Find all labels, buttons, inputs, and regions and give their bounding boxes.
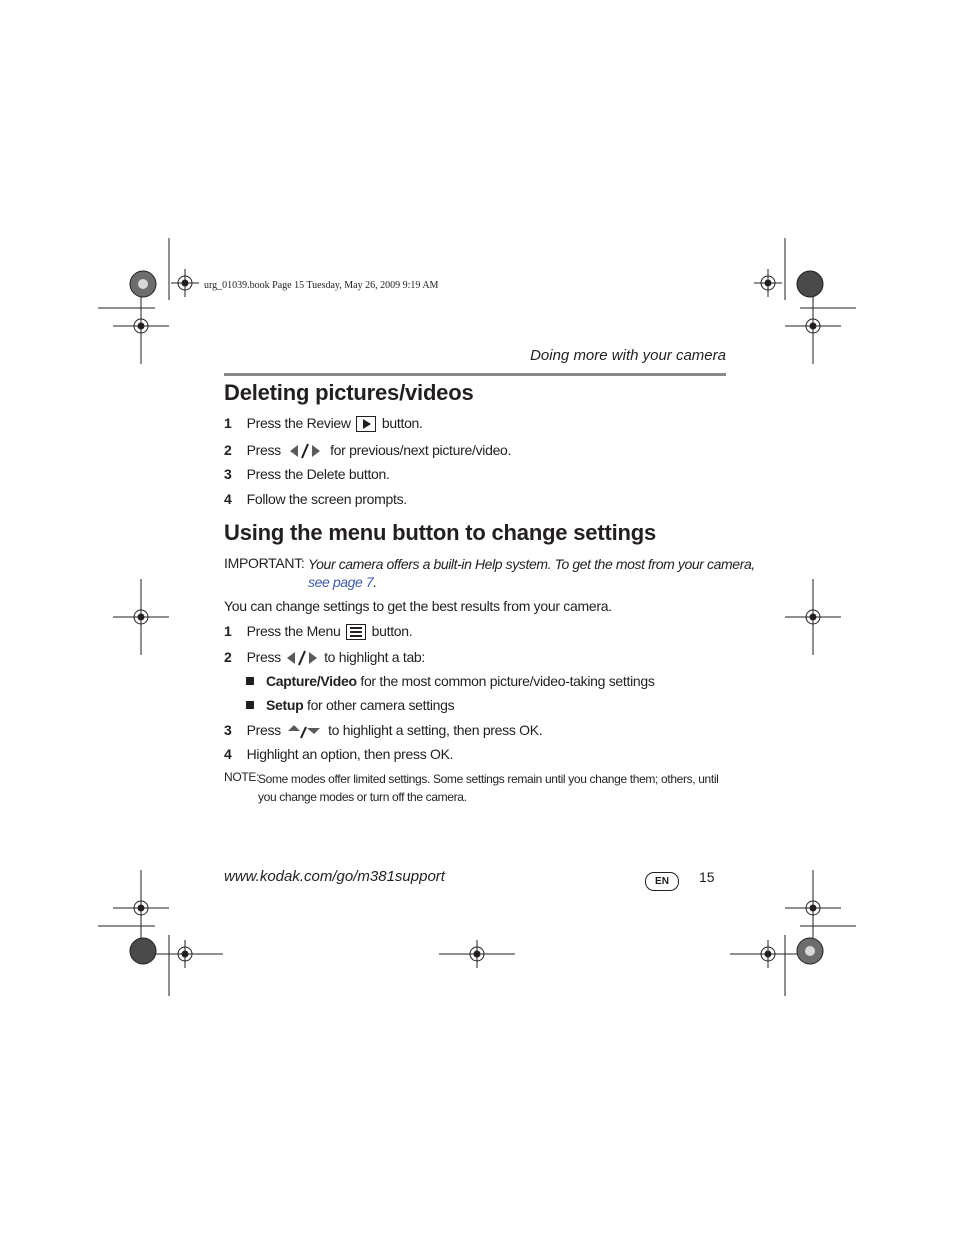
left-right-arrows-icon bbox=[288, 442, 322, 460]
print-info: urg_01039.book Page 15 Tuesday, May 26, 2009 9:19 AM bbox=[204, 280, 439, 291]
bullet-bold: Capture/Video bbox=[266, 673, 357, 689]
bullet-text: for the most common picture/video-taking settings bbox=[356, 673, 655, 689]
note-text: Some modes offer limited settings. Some settings remain until you change them; others, until you change modes or turn off the camera. bbox=[258, 772, 719, 804]
important-label: IMPORTANT: bbox=[224, 555, 305, 571]
step-3-delete bbox=[224, 464, 390, 484]
bullet-setup bbox=[246, 695, 454, 715]
menu-step-3 bbox=[224, 720, 542, 740]
left-right-arrows-icon bbox=[286, 649, 318, 667]
step-number: 1 bbox=[224, 415, 232, 431]
running-header: Doing more with your camera bbox=[530, 347, 726, 364]
step-number: 3 bbox=[224, 722, 232, 738]
step-text: to highlight a tab: bbox=[324, 649, 426, 665]
language-badge: EN bbox=[645, 872, 679, 891]
bullet-capture-video bbox=[246, 671, 655, 691]
step-number: 2 bbox=[224, 442, 232, 458]
step-text: button. bbox=[371, 623, 413, 639]
up-down-arrows-icon bbox=[287, 722, 321, 740]
step-2-navigate bbox=[224, 440, 511, 460]
step-number: 1 bbox=[224, 623, 232, 639]
step-number: 3 bbox=[224, 466, 232, 482]
step-text: to highlight a setting, then press OK. bbox=[328, 722, 543, 738]
step-text: Press bbox=[246, 722, 281, 738]
step-text: Press the Delete button. bbox=[246, 466, 390, 482]
step-text: Highlight an option, then press OK. bbox=[246, 746, 454, 762]
step-text: Press bbox=[246, 649, 281, 665]
step-text: Press the Menu bbox=[246, 623, 341, 639]
step-text: for previous/next picture/video. bbox=[330, 442, 512, 458]
bullet-text: for other camera settings bbox=[303, 697, 455, 713]
step-text: button. bbox=[381, 415, 423, 431]
menu-step-1 bbox=[224, 621, 412, 641]
step-4-prompts bbox=[224, 489, 407, 509]
important-body: Your camera offers a built-in Help system. To get the most from your camera, bbox=[308, 556, 755, 572]
footer-url[interactable]: www.kodak.com/go/m381support bbox=[224, 868, 445, 885]
menu-step-4 bbox=[224, 744, 453, 764]
play-icon bbox=[356, 416, 376, 432]
important-text bbox=[308, 555, 755, 591]
important-end: . bbox=[373, 574, 377, 590]
step-number: 4 bbox=[224, 746, 232, 762]
menu-step-2 bbox=[224, 647, 425, 667]
step-number: 2 bbox=[224, 649, 232, 665]
step-1-review bbox=[224, 413, 423, 433]
step-text: Follow the screen prompts. bbox=[246, 491, 407, 507]
intro-text: You can change settings to get the best results from your camera. bbox=[224, 598, 612, 614]
header-rule bbox=[224, 373, 726, 376]
see-page-link[interactable]: see page 7 bbox=[308, 574, 374, 590]
section-heading-deleting: Deleting pictures/videos bbox=[224, 380, 474, 405]
step-text: Press the Review bbox=[246, 415, 351, 431]
step-number: 4 bbox=[224, 491, 232, 507]
note-label: NOTE: bbox=[224, 770, 260, 784]
menu-icon bbox=[346, 624, 366, 640]
bullet-bold: Setup bbox=[266, 697, 304, 713]
bullet-square bbox=[246, 677, 254, 685]
page-number: 15 bbox=[699, 869, 715, 885]
section-heading-menu: Using the menu button to change settings bbox=[224, 520, 657, 545]
step-text: Press bbox=[246, 442, 281, 458]
bullet-square bbox=[246, 701, 254, 709]
